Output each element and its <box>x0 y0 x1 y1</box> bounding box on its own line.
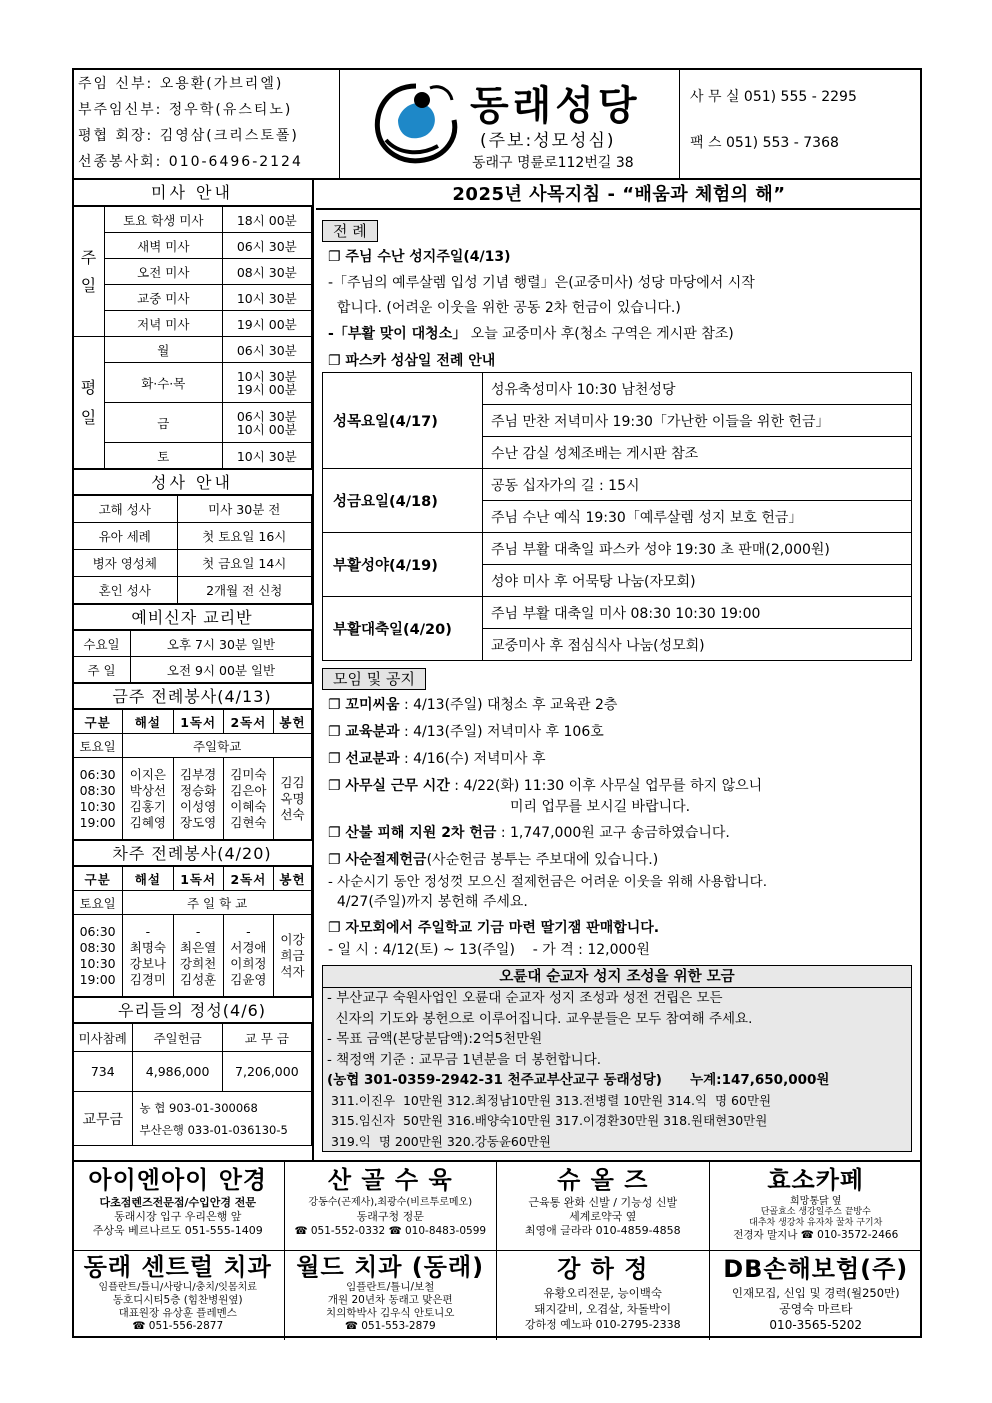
ad-name: 월드 치과 (동래) <box>296 1253 485 1281</box>
mass-guide-title: 미사 안내 <box>72 180 312 206</box>
saturday-value: 주일학교 <box>123 734 312 758</box>
ad-line: 대표원장 유상훈 플레멘스 <box>118 1307 237 1319</box>
office-phone: 사 무 실 051) 555 - 2295 <box>690 89 857 105</box>
notice-label: ❐ 산불 피해 지원 2차 헌금 <box>328 825 497 841</box>
mass-times: 06:30 08:30 10:30 19:00 <box>73 758 123 840</box>
col-header: 미사참례 <box>73 1024 133 1052</box>
sacrament-guide-title: 성사 안내 <box>72 469 312 495</box>
sacrament-name: 병자 영성체 <box>73 550 178 577</box>
mass-name: 토 <box>105 443 223 469</box>
notice-lenten-line3: 4/27(주일)까지 봉헌해 주세요. <box>328 894 528 910</box>
mass-time: 18시 00분 <box>222 207 311 233</box>
triduum-item: 수난 감실 성체조배는 게시판 참조 <box>483 437 912 469</box>
saturday-value: 주 일 학 교 <box>123 891 312 915</box>
triduum-day: 부활대축일(4/20) <box>323 597 483 661</box>
mass-name: 교중 미사 <box>105 285 223 311</box>
triduum-heading: ❐ 파스카 성삼일 전례 안내 <box>328 353 496 369</box>
ad-line: 근육통 완화 신발 / 기능성 신발 <box>528 1196 678 1209</box>
col-header: 교 무 금 <box>222 1024 311 1052</box>
mass-time: 06시 30분 <box>222 233 311 259</box>
offering-title: 우리들의 정성(4/6) <box>72 997 312 1023</box>
tithe-account-label: 교무금 <box>73 1092 133 1146</box>
col-header: 해설 <box>123 710 173 734</box>
palm-sunday-line2: 합니다. (어려운 이웃을 위한 공동 2차 헌금이 있습니다.) <box>328 300 681 316</box>
mass-name: 화·수·목 <box>105 363 223 403</box>
palm-sunday-heading: ❐ 주님 수난 성지주일(4/13) <box>328 249 511 265</box>
ad-name: 효소카페 <box>767 1166 865 1194</box>
mass-name: 저녁 미사 <box>105 311 223 337</box>
col-header: 해설 <box>123 867 173 891</box>
this-week-ministry-title: 금주 전례봉사(4/13) <box>72 683 312 709</box>
offertory-names: 김김 옥명 선숙 <box>274 758 312 840</box>
ad-line: 전경자 말지나 ☎ 010-3572-2466 <box>733 1229 899 1241</box>
notice-office-hours-line2: 미리 업무를 보시길 바랍니다. <box>510 799 691 815</box>
saturday-label: 토요일 <box>73 734 123 758</box>
ad-name: 동래 센트럴 치과 <box>83 1253 272 1281</box>
mass-time: 10시 30분 <box>222 443 311 469</box>
mass-name: 월 <box>105 337 223 363</box>
triduum-day: 부활성야(4/19) <box>323 533 483 597</box>
notice-text: : 1,747,000원 교구 송금하였습니다. <box>496 825 730 841</box>
catechumen-time: 오전 9시 00분 일반 <box>131 657 312 683</box>
fundraising-line: - 부산교구 숙원사업인 오륜대 순교자 성지 조성과 성전 건립은 모든 <box>327 990 723 1006</box>
ad-name: 강 하 정 <box>557 1255 649 1283</box>
notice-text: : 4/13(주일) 대청소 후 교육관 2층 <box>399 697 618 713</box>
bulletin-border <box>72 68 922 1338</box>
first-reading-names: - 최은열 강희천 김성훈 <box>173 915 223 997</box>
ad-line: 개원 20년차 동래고 맞은편 <box>327 1294 453 1306</box>
ad-line: 동호디시티5층 (힘찬병원옆) <box>112 1294 243 1306</box>
col-header: 1독서 <box>173 867 223 891</box>
ad-line: 치의학박사 김우식 안토니오 <box>326 1307 455 1319</box>
catechumen-time: 오후 7시 30분 일반 <box>131 631 312 657</box>
cleaning-detail: 오늘 교중미사 후(청소 구역은 게시판 참조) <box>466 326 734 342</box>
col-header: 2독서 <box>223 710 273 734</box>
mass-time-second: 19시 00분 <box>236 381 297 397</box>
mass-time-second: 10시 00분 <box>236 421 297 437</box>
mass-name: 오전 미사 <box>105 259 223 285</box>
ad-line: 세계로약국 옆 <box>569 1210 637 1223</box>
mass-name: 토요 학생 미사 <box>105 207 223 233</box>
mass-time: 08시 30분 <box>222 259 311 285</box>
notice-label: ❐ 선교분과 <box>328 751 400 767</box>
donor-line: 315.임신자 50만원 316.배양숙10만원 317.이경환30만원 318.원태현30만원 <box>327 1113 768 1128</box>
second-reading-names: 김미숙 김은아 이혜숙 김현숙 <box>223 758 273 840</box>
ad-line: ☎ 051-552-0332 ☎ 010-8483-0599 <box>294 1225 487 1237</box>
saturday-label: 토요일 <box>73 891 123 915</box>
triduum-item: 주님 만찬 저녁미사 19:30「가난한 이들을 위한 헌금」 <box>483 405 912 437</box>
triduum-item: 공동 십자가의 길 : 15시 <box>483 469 912 501</box>
assistant-pastor-line: 부주임신부: 정우학(유스티노) <box>78 102 293 118</box>
triduum-item: 교중미사 후 점심식사 나눔(성모회) <box>483 629 912 661</box>
triduum-item: 성야 미사 후 어묵탕 나눔(자모회) <box>483 565 912 597</box>
ad-line: 임플란트/틀니/보철 <box>346 1281 435 1293</box>
notice-text: : 4/22(화) 11:30 이후 사무실 업무를 하지 않으니 <box>449 778 763 794</box>
fundraising-line: - 책정액 기준 : 교무금 1년분을 더 봉헌합니다. <box>327 1051 602 1068</box>
ad-line: 유황오리전문, 능이백숙 <box>543 1286 662 1300</box>
notice-label: ❐ 사순절제헌금 <box>328 852 427 868</box>
commentator-names: 이지은 박상선 김홍기 김혜영 <box>123 758 173 840</box>
ad-line: 다초점렌즈전문점/수입안경 전문 <box>99 1196 257 1209</box>
ad-name: 산 골 수 육 <box>327 1166 453 1194</box>
ad-line: ☎ 051-556-2877 <box>132 1320 224 1332</box>
notice-label: ❐ 교육분과 <box>328 724 400 740</box>
ad-name: 슈 올 즈 <box>557 1166 649 1194</box>
notice-text: : 4/16(수) 저녁미사 후 <box>399 751 546 767</box>
cleaning-event: -「부활 맞이 대청소」 <box>328 326 467 342</box>
fundraising-line: 신자의 기도와 봉헌으로 이루어집니다. 교우분들은 모두 참여해 주세요. <box>327 1010 753 1027</box>
next-week-ministry-title: 차주 전례봉사(4/20) <box>72 840 312 866</box>
sacrament-time: 미사 30분 전 <box>177 496 311 523</box>
first-reading-names: 김부경 정승화 이성영 장도영 <box>173 758 223 840</box>
ad-line: 인재모집, 신입 및 경력(월250만) <box>731 1286 900 1300</box>
church-address: 동래구 명륜로112번길 38 <box>472 155 634 171</box>
col-header: 봉헌 <box>274 710 312 734</box>
catechumen-title: 예비신자 교리반 <box>72 604 312 630</box>
pastoral-guideline-title: 2025년 사목지침 - “배움과 체험의 해” <box>316 180 922 210</box>
ad-line: 희망통닭 옆 <box>790 1196 842 1207</box>
ad-line: 돼지갈비, 오겹살, 차돌박이 <box>534 1302 672 1316</box>
bulletin-subtitle: (주보:성모성심) <box>480 131 616 151</box>
sunday-offering-amount: 4,986,000 <box>133 1052 222 1092</box>
mass-time-first: 06시 30분 <box>236 408 297 424</box>
notice-tag: 모임 및 공지 <box>322 668 426 690</box>
col-header: 봉헌 <box>274 867 312 891</box>
mass-name: 새벽 미사 <box>105 233 223 259</box>
mass-time: 10시 30분 <box>222 285 311 311</box>
col-header: 구분 <box>73 867 123 891</box>
fax-number: 팩 스 051) 553 - 7368 <box>690 135 839 151</box>
tithe-amount: 7,206,000 <box>222 1052 311 1092</box>
sacrament-name: 고해 성사 <box>73 496 178 523</box>
sacrament-time: 첫 토요일 16시 <box>177 523 311 550</box>
notice-jam-sale: ❐ 자모회에서 주일학교 기금 마련 딸기잼 판매합니다. <box>328 920 660 936</box>
triduum-item: 주님 수난 예식 19:30「예루살렘 성지 보호 헌금」 <box>483 501 912 533</box>
col-header: 2독서 <box>223 867 273 891</box>
ad-line: 대추차 생강차 유자차 꿀차 구기차 <box>749 1218 883 1228</box>
ad-line: 단골효소 생강일주스 끝방수 <box>760 1207 871 1217</box>
catechumen-day: 주 일 <box>73 657 131 683</box>
church-name: 동래성당 <box>470 83 641 129</box>
notice-label: ❐ 사무실 근무 시간 <box>328 778 450 794</box>
bank-account-nonghyup: 농 협 903-01-300068 <box>139 1100 258 1115</box>
ad-name: DB손해보험(주) <box>723 1255 909 1283</box>
sacrament-name: 혼인 성사 <box>73 577 178 604</box>
sunday-label: 주 일 <box>73 207 105 337</box>
notice-jam-sale-detail: - 일 시 : 4/12(토) ~ 13(주일) - 가 격 : 12,000원 <box>328 942 650 958</box>
triduum-item: 주님 부활 대축일 파스카 성야 19:30 초 판매(2,000원) <box>483 533 912 565</box>
bank-account-busan: 부산은행 033-01-036130-5 <box>139 1122 288 1137</box>
funeral-service-line: 선종봉사회: 010-6496-2124 <box>78 154 303 170</box>
attendance-count: 734 <box>73 1052 133 1092</box>
donor-line: 319.익 명 200만원 320.강동윤60만원 <box>327 1133 551 1149</box>
notice-label: ❐ 꼬미씨움 <box>328 697 400 713</box>
ad-line: 최영애 글라라 010-4859-4858 <box>524 1224 681 1237</box>
sacrament-time: 첫 금요일 14시 <box>177 550 311 577</box>
ad-line: 강동수(곤제사),최광수(비르투로메오) <box>308 1197 473 1208</box>
ad-line: 010-3565-5202 <box>769 1318 863 1332</box>
col-header: 구분 <box>73 710 123 734</box>
catechumen-day: 수요일 <box>73 631 131 657</box>
ad-line: 주상욱 베르나르도 051-555-1409 <box>92 1224 263 1237</box>
col-header: 1독서 <box>173 710 223 734</box>
mass-name: 금 <box>105 403 223 443</box>
sacrament-time: 2개월 전 신청 <box>177 577 311 604</box>
pastor-line: 주임 신부: 오용환(가브리엘) <box>78 76 284 92</box>
mass-time: 19시 00분 <box>222 311 311 337</box>
ad-line: 동래시장 입구 우리은행 앞 <box>114 1210 242 1223</box>
ad-line: ☎ 051-553-2879 <box>344 1320 436 1332</box>
ad-name: 아이엔아이 안경 <box>88 1166 268 1194</box>
mass-time: 06시 30분 <box>222 337 311 363</box>
notice-lenten-line2: - 사순시기 동안 정성껏 모으신 절제헌금은 어려운 이웃을 위해 사용합니다. <box>328 874 768 890</box>
fundraising-bank-total: (농협 301-0359-2942-31 천주교부산교구 동래성당) 누계:147,650,000원 <box>327 1072 830 1088</box>
ad-line: 동래구청 정문 <box>356 1210 424 1223</box>
triduum-day: 성금요일(4/18) <box>323 469 483 533</box>
mass-times: 06:30 08:30 10:30 19:00 <box>73 915 123 997</box>
second-reading-names: - 서경애 이희정 김윤영 <box>223 915 273 997</box>
ad-line: 강하정 예노파 010-2795-2338 <box>524 1318 681 1331</box>
sacrament-name: 유아 세례 <box>73 523 178 550</box>
triduum-item: 성유축성미사 10:30 남천성당 <box>483 373 912 405</box>
ad-line: 공영숙 마르타 <box>779 1302 853 1316</box>
triduum-item: 주님 부활 대축일 미사 08:30 10:30 19:00 <box>483 597 912 629</box>
notice-text: : 4/13(주일) 저녁미사 후 106호 <box>399 724 604 740</box>
col-header: 주일헌금 <box>133 1024 222 1052</box>
palm-sunday-line1: -「주님의 예루살렘 입성 기념 행렬」은(교중미사) 성당 마당에서 시작 <box>328 275 755 291</box>
fundraising-line: - 목표 금액(본당분담액):2억5천만원 <box>327 1031 543 1047</box>
liturgy-tag: 전 례 <box>322 220 378 242</box>
fundraising-title: 오륜대 순교자 성지 조성을 위한 모금 <box>323 966 911 988</box>
commentator-names: - 최명숙 강보나 김경미 <box>123 915 173 997</box>
triduum-day: 성목요일(4/17) <box>323 373 483 469</box>
mass-time-first: 10시 30분 <box>236 368 297 384</box>
weekday-label: 평 일 <box>73 337 105 469</box>
council-president-line: 평협 회장: 김영삼(크리스토폴) <box>78 128 299 144</box>
donor-line: 311.이진우 10만원 312.최정남10만원 313.전병렬 10만원 314.익 명 60만원 <box>327 1092 772 1108</box>
offertory-names: 이강 희금 석자 <box>274 915 312 997</box>
ad-line: 임플란트/틀니/사랑니/충치/잇몸치료 <box>98 1282 257 1293</box>
notice-text: (사순헌금 봉투는 주보대에 있습니다.) <box>426 852 659 868</box>
